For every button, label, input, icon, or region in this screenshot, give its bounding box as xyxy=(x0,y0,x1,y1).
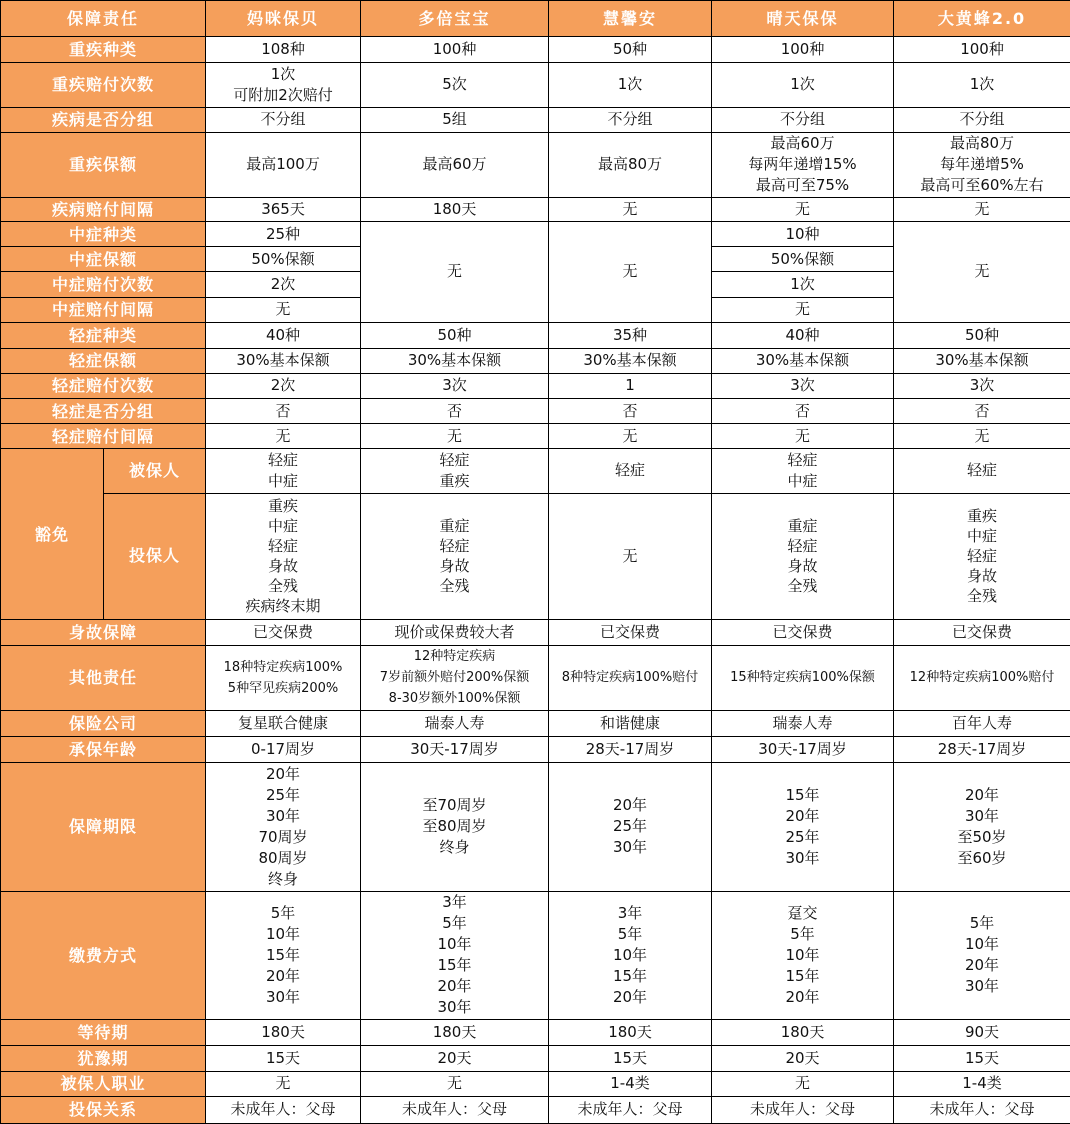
cell-line: 15年 xyxy=(785,966,820,985)
cell: 25种 xyxy=(206,222,361,247)
cell-line: 30年 xyxy=(437,998,472,1017)
cell-line: 30年 xyxy=(612,838,648,857)
cell-line: 疾病终末期 xyxy=(245,597,321,616)
row-label: 重疾种类 xyxy=(1,37,206,63)
cell-line: 30年 xyxy=(265,806,301,825)
cell-line: 15年 xyxy=(785,785,820,804)
row-label: 轻症种类 xyxy=(1,322,206,348)
cell-line: 20年 xyxy=(437,977,472,996)
cell: 35种 xyxy=(549,322,712,348)
cell: 180天 xyxy=(361,1020,549,1046)
table-row xyxy=(1,132,1070,197)
table-row xyxy=(1,891,1070,1020)
table-row xyxy=(1,736,1070,762)
row-label: 中症赔付间隔 xyxy=(1,297,206,322)
cell xyxy=(361,762,549,891)
header-product-5: 大黄蜂2.0 xyxy=(894,1,1070,37)
cell: 复星联合健康 xyxy=(206,710,361,736)
cell-line: 最高可至75% xyxy=(755,176,850,195)
cell: 无 xyxy=(712,297,894,322)
row-label: 轻症赔付次数 xyxy=(1,373,206,398)
cell-line: 30年 xyxy=(964,806,1000,825)
cell: 无 xyxy=(549,493,712,620)
table-row xyxy=(1,620,1070,646)
cell-line: 25年 xyxy=(265,785,301,804)
cell-line: 终身 xyxy=(439,838,470,857)
cell-line: 至50岁 xyxy=(957,827,1007,846)
cell-line: 轻症 xyxy=(787,537,818,556)
cell: 未成年人：父母 xyxy=(549,1096,712,1123)
cell-line: 3年 xyxy=(442,893,467,912)
cell: 现价或保费较大者 xyxy=(361,620,549,646)
header-product-4: 晴天保保 xyxy=(712,1,894,37)
cell: 5组 xyxy=(361,107,549,132)
cell: 1-4类 xyxy=(549,1071,712,1096)
cell: 15天 xyxy=(206,1046,361,1071)
cell: 无 xyxy=(361,424,549,449)
cell: 30天-17周岁 xyxy=(361,736,549,762)
table-row xyxy=(1,424,1070,449)
table-row xyxy=(1,1096,1070,1123)
row-label: 保障期限 xyxy=(1,762,206,891)
table-row xyxy=(1,37,1070,63)
cell-line: 10年 xyxy=(265,924,301,943)
row-label: 承保年龄 xyxy=(1,736,206,762)
cell-line: 20年 xyxy=(265,966,301,985)
row-label: 轻症赔付间隔 xyxy=(1,424,206,449)
table-row xyxy=(1,646,1070,710)
cell: 轻症 xyxy=(894,449,1070,493)
cell: 否 xyxy=(712,399,894,424)
cell-line: 25年 xyxy=(785,827,820,846)
cell: 15天 xyxy=(549,1046,712,1071)
cell: 20天 xyxy=(361,1046,549,1071)
row-label: 缴费方式 xyxy=(1,891,206,1020)
cell xyxy=(894,891,1070,1020)
row-label: 其他责任 xyxy=(1,646,206,710)
waiver-insured-label: 被保人 xyxy=(104,449,206,493)
cell xyxy=(206,891,361,1020)
cell: 180天 xyxy=(361,198,549,222)
cell: 无 xyxy=(361,222,549,323)
cell-line: 5年 xyxy=(790,924,815,943)
cell xyxy=(206,493,361,620)
cell: 1次 xyxy=(712,272,894,297)
cell xyxy=(894,762,1070,891)
cell xyxy=(361,493,549,620)
cell-line: 20年 xyxy=(612,796,648,815)
cell xyxy=(549,762,712,891)
cell-line: 5年 xyxy=(617,924,643,943)
cell-line: 身故 xyxy=(967,567,998,586)
cell-line: 18种特定疾病100% xyxy=(223,659,343,675)
cell-line: 每年递增5% xyxy=(940,155,1024,174)
cell-line: 最高80万 xyxy=(949,134,1015,153)
cell-line: 重疾 xyxy=(268,497,299,516)
cell: 30%基本保额 xyxy=(712,348,894,373)
cell: 1-4类 xyxy=(894,1071,1070,1096)
table-row xyxy=(1,1071,1070,1096)
cell-line: 15年 xyxy=(437,956,472,975)
header-product-1: 妈咪保贝 xyxy=(206,1,361,37)
table-row xyxy=(1,493,1070,620)
cell: 365天 xyxy=(206,198,361,222)
cell: 10种 xyxy=(712,222,894,247)
waiver-label: 豁免 xyxy=(1,449,104,620)
cell: 180天 xyxy=(549,1020,712,1046)
cell-line: 10年 xyxy=(612,945,648,964)
cell: 否 xyxy=(206,399,361,424)
cell-line: 12种特定疾病 xyxy=(413,649,496,665)
row-label: 中症保额 xyxy=(1,247,206,272)
cell: 1次 xyxy=(894,63,1070,107)
header-product-3: 慧馨安 xyxy=(549,1,712,37)
row-label: 保险公司 xyxy=(1,710,206,736)
cell xyxy=(361,891,549,1020)
cell: 3次 xyxy=(361,373,549,398)
cell: 无 xyxy=(894,222,1070,323)
row-label: 中症种类 xyxy=(1,222,206,247)
cell: 未成年人：父母 xyxy=(894,1096,1070,1123)
cell xyxy=(712,449,894,493)
cell: 1次 xyxy=(549,63,712,107)
cell-line: 至70周岁 xyxy=(422,796,487,815)
cell xyxy=(206,646,361,710)
cell: 百年人寿 xyxy=(894,710,1070,736)
cell: 50种 xyxy=(361,322,549,348)
cell: 8种特定疾病100%赔付 xyxy=(549,646,712,710)
cell: 无 xyxy=(712,198,894,222)
cell: 100种 xyxy=(712,37,894,63)
cell: 未成年人：父母 xyxy=(361,1096,549,1123)
cell: 30%基本保额 xyxy=(549,348,712,373)
cell-line: 30年 xyxy=(265,987,301,1006)
cell-line: 最高60万 xyxy=(770,134,835,153)
cell: 180天 xyxy=(206,1020,361,1046)
row-label: 重疾保额 xyxy=(1,132,206,197)
cell-line: 全残 xyxy=(439,577,470,596)
cell: 无 xyxy=(894,198,1070,222)
cell: 2次 xyxy=(206,272,361,297)
cell: 无 xyxy=(206,1071,361,1096)
cell-line: 轻症 xyxy=(439,450,470,469)
row-label: 重疾赔付次数 xyxy=(1,63,206,107)
cell-line: 每两年递增15% xyxy=(748,155,857,174)
cell: 50%保额 xyxy=(712,247,894,272)
table-row xyxy=(1,449,1070,493)
cell: 否 xyxy=(894,399,1070,424)
header-row xyxy=(1,1,1070,37)
header-coverage: 保障责任 xyxy=(1,1,206,37)
cell-line: 20年 xyxy=(612,987,648,1006)
cell-line: 轻症 xyxy=(967,547,998,566)
cell: 28天-17周岁 xyxy=(894,736,1070,762)
cell: 已交保费 xyxy=(894,620,1070,646)
cell: 50%保额 xyxy=(206,247,361,272)
row-label: 等待期 xyxy=(1,1020,206,1046)
cell xyxy=(206,449,361,493)
cell: 不分组 xyxy=(894,107,1070,132)
cell-line: 25年 xyxy=(612,817,648,836)
cell-line: 20年 xyxy=(785,806,820,825)
cell: 5次 xyxy=(361,63,549,107)
cell-line: 重疾 xyxy=(439,471,470,490)
cell-line: 5年 xyxy=(442,914,467,933)
cell: 已交保费 xyxy=(549,620,712,646)
cell-line: 7岁前额外赔付200%保额 xyxy=(379,670,530,686)
cell: 无 xyxy=(549,198,712,222)
cell-line: 5年 xyxy=(270,903,296,922)
cell-line: 5年 xyxy=(969,914,995,933)
cell: 未成年人：父母 xyxy=(206,1096,361,1123)
cell-line: 20年 xyxy=(964,956,1000,975)
cell: 108种 xyxy=(206,37,361,63)
cell-line: 重疾 xyxy=(967,507,998,526)
cell-line: 中症 xyxy=(967,527,998,546)
cell xyxy=(712,132,894,197)
cell-line: 30年 xyxy=(964,977,1000,996)
cell-line: 30年 xyxy=(785,848,820,867)
cell: 瑞泰人寿 xyxy=(712,710,894,736)
cell-line: 终身 xyxy=(268,869,299,888)
cell: 不分组 xyxy=(712,107,894,132)
cell: 无 xyxy=(712,1071,894,1096)
cell-line: 中症 xyxy=(787,471,818,490)
cell: 无 xyxy=(206,424,361,449)
row-label: 身故保障 xyxy=(1,620,206,646)
cell-line: 全残 xyxy=(967,587,998,606)
cell xyxy=(894,493,1070,620)
cell-line: 身故 xyxy=(787,557,818,576)
cell: 30%基本保额 xyxy=(361,348,549,373)
cell-line: 中症 xyxy=(268,471,299,490)
table-row xyxy=(1,399,1070,424)
cell: 不分组 xyxy=(206,107,361,132)
cell xyxy=(712,891,894,1020)
cell-line: 3年 xyxy=(617,903,643,922)
cell: 40种 xyxy=(206,322,361,348)
table-row xyxy=(1,222,1070,247)
cell: 50种 xyxy=(549,37,712,63)
row-label: 轻症保额 xyxy=(1,348,206,373)
cell: 40种 xyxy=(712,322,894,348)
cell: 1 xyxy=(549,373,712,398)
cell xyxy=(712,762,894,891)
cell: 无 xyxy=(549,222,712,323)
cell: 15天 xyxy=(894,1046,1070,1071)
cell: 30%基本保额 xyxy=(894,348,1070,373)
cell: 已交保费 xyxy=(206,620,361,646)
row-label: 犹豫期 xyxy=(1,1046,206,1071)
row-label: 被保人职业 xyxy=(1,1071,206,1096)
cell: 无 xyxy=(361,1071,549,1096)
cell-line: 重症 xyxy=(439,517,470,536)
cell xyxy=(206,63,361,107)
cell: 最高100万 xyxy=(206,132,361,197)
cell-line: 80周岁 xyxy=(258,848,308,867)
waiver-applicant-label: 投保人 xyxy=(104,493,206,620)
cell: 和谐健康 xyxy=(549,710,712,736)
cell: 最高60万 xyxy=(361,132,549,197)
row-label: 疾病是否分组 xyxy=(1,107,206,132)
cell-line: 至60岁 xyxy=(957,848,1007,867)
cell: 12种特定疾病100%赔付 xyxy=(894,646,1070,710)
table-row xyxy=(1,63,1070,107)
cell: 不分组 xyxy=(549,107,712,132)
cell: 100种 xyxy=(894,37,1070,63)
cell: 无 xyxy=(894,424,1070,449)
cell: 30%基本保额 xyxy=(206,348,361,373)
row-label: 轻症是否分组 xyxy=(1,399,206,424)
cell-line: 轻症 xyxy=(787,450,818,469)
cell: 3次 xyxy=(894,373,1070,398)
cell: 无 xyxy=(206,297,361,322)
table-row xyxy=(1,762,1070,891)
table-row xyxy=(1,107,1070,132)
row-label: 中症赔付次数 xyxy=(1,272,206,297)
cell-line: 轻症 xyxy=(439,537,470,556)
cell-line: 趸交 xyxy=(787,903,818,922)
cell-line: 20年 xyxy=(785,987,820,1006)
cell-line: 轻症 xyxy=(268,537,299,556)
cell-line: 8-30岁额外100%保额 xyxy=(388,691,521,707)
cell: 50种 xyxy=(894,322,1070,348)
cell: 15种特定疾病100%保额 xyxy=(712,646,894,710)
cell: 1次 xyxy=(712,63,894,107)
cell-line: 15年 xyxy=(265,945,301,964)
cell: 28天-17周岁 xyxy=(549,736,712,762)
cell xyxy=(712,493,894,620)
table-row xyxy=(1,198,1070,222)
cell: 90天 xyxy=(894,1020,1070,1046)
cell: 180天 xyxy=(712,1020,894,1046)
header-product-2: 多倍宝宝 xyxy=(361,1,549,37)
cell: 已交保费 xyxy=(712,620,894,646)
cell: 无 xyxy=(712,424,894,449)
cell: 2次 xyxy=(206,373,361,398)
cell xyxy=(361,449,549,493)
cell-line: 10年 xyxy=(437,935,472,954)
cell: 3次 xyxy=(712,373,894,398)
cell xyxy=(894,132,1070,197)
cell xyxy=(206,762,361,891)
row-label: 投保关系 xyxy=(1,1096,206,1123)
table-row xyxy=(1,322,1070,348)
cell-line: 轻症 xyxy=(268,450,299,469)
cell: 瑞泰人寿 xyxy=(361,710,549,736)
cell: 30天-17周岁 xyxy=(712,736,894,762)
cell-line: 最高可至60%左右 xyxy=(920,176,1044,195)
cell: 未成年人：父母 xyxy=(712,1096,894,1123)
cell-line: 全残 xyxy=(268,577,299,596)
table-row xyxy=(1,348,1070,373)
cell: 否 xyxy=(549,399,712,424)
cell-line: 20年 xyxy=(265,764,301,783)
cell-line: 15年 xyxy=(612,966,648,985)
cell: 轻症 xyxy=(549,449,712,493)
cell: 0-17周岁 xyxy=(206,736,361,762)
table-row xyxy=(1,1046,1070,1071)
cell-line: 1次 xyxy=(270,64,296,83)
cell-line: 重症 xyxy=(787,517,818,536)
cell-line: 身故 xyxy=(268,557,299,576)
cell-line: 70周岁 xyxy=(258,827,308,846)
cell-line: 5种罕见疾病200% xyxy=(227,680,339,696)
cell-line: 全残 xyxy=(787,577,818,596)
cell: 100种 xyxy=(361,37,549,63)
cell-line: 至80周岁 xyxy=(422,817,487,836)
table-row xyxy=(1,1020,1070,1046)
cell-line: 10年 xyxy=(785,945,820,964)
cell-line: 20年 xyxy=(964,785,1000,804)
cell xyxy=(361,646,549,710)
cell-line: 可附加2次赔付 xyxy=(233,85,333,104)
cell-line: 10年 xyxy=(964,935,1000,954)
cell: 20天 xyxy=(712,1046,894,1071)
cell: 最高80万 xyxy=(549,132,712,197)
cell-line: 中症 xyxy=(268,517,299,536)
cell xyxy=(549,891,712,1020)
cell: 否 xyxy=(361,399,549,424)
cell-line: 身故 xyxy=(439,557,470,576)
table-row xyxy=(1,710,1070,736)
row-label: 疾病赔付间隔 xyxy=(1,198,206,222)
table-row xyxy=(1,373,1070,398)
cell: 无 xyxy=(549,424,712,449)
